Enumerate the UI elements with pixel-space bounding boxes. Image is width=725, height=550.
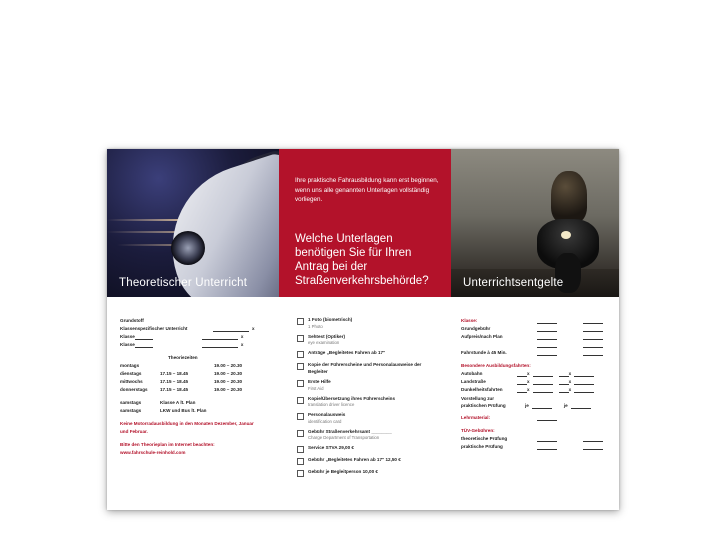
fee-label: theoretische Prüfung xyxy=(461,436,508,441)
blank-line xyxy=(583,436,603,442)
blank-line xyxy=(537,318,557,324)
fee-row xyxy=(461,378,611,386)
times-x: x xyxy=(240,334,244,339)
theory-column xyxy=(120,317,270,457)
blank-line xyxy=(559,387,569,393)
checkbox[interactable] xyxy=(297,458,304,465)
checklist-item[interactable] xyxy=(297,334,447,347)
schedule-day: mittwochs xyxy=(120,379,143,384)
fee-label: Aufpreis/nach Plan xyxy=(461,334,503,339)
blank-line xyxy=(202,342,238,348)
blank-line xyxy=(537,436,557,442)
checklist-label: Gebühr Straßenverkehrsamt ________ xyxy=(308,428,392,434)
exam-row xyxy=(461,395,611,409)
blank-line xyxy=(583,334,603,340)
fees-column xyxy=(461,317,611,451)
documents-checklist xyxy=(297,317,447,481)
blank-line xyxy=(213,326,249,332)
flyer xyxy=(107,149,619,510)
light-streak xyxy=(107,231,177,233)
blank-line xyxy=(533,371,553,377)
checklist-translation: translation driver licence xyxy=(308,402,355,407)
klasse-heading: Klasse: xyxy=(461,318,478,323)
blank-line xyxy=(583,444,603,450)
question-heading: Welche Unterlagen benötigen Sie für Ihren Antrag bei der Straßenverkehrsbehörde? xyxy=(295,233,429,287)
checklist-label: Service STVA 29,00 € xyxy=(308,445,354,450)
klasse-label: Klasse xyxy=(120,342,135,347)
schedule-time: 19.00 – 20.30 xyxy=(214,363,243,368)
schedule-time: 19.00 – 20.30 xyxy=(214,371,243,376)
checklist-label: Sehtest (Optiker) xyxy=(308,333,346,339)
saturday-row xyxy=(120,407,270,415)
fee-row xyxy=(461,325,611,333)
panel-title-fees: Unterrichtsentgelte xyxy=(463,277,564,289)
internet-note: Bitte den Theorieplan im Internet beachten: xyxy=(120,442,215,447)
klasse-row xyxy=(120,341,270,349)
checkbox[interactable] xyxy=(297,446,304,453)
tuev-heading: TÜV-Gebühren: xyxy=(461,428,495,433)
klasse-row xyxy=(120,333,270,341)
schedule-row xyxy=(120,370,270,378)
headlight xyxy=(561,231,571,239)
checklist-item[interactable] xyxy=(297,429,447,442)
schedule-day: montags xyxy=(120,363,140,368)
schedule-day: samstags xyxy=(120,400,142,405)
blank-line xyxy=(202,334,238,340)
schedule-day: donnerstags xyxy=(120,387,148,392)
checkbox[interactable] xyxy=(297,413,304,420)
car-photo-panel xyxy=(107,149,279,297)
checkbox[interactable] xyxy=(297,397,304,404)
blank-line xyxy=(559,379,569,385)
checklist-label: 1 Foto (biometrisch) xyxy=(308,317,353,322)
klassenspez-label: Klassenspezifischer Unterricht xyxy=(120,326,188,331)
fee-row-klasse xyxy=(461,317,611,325)
fee-row xyxy=(461,386,611,394)
blank-line xyxy=(517,371,527,377)
fee-label: Landstraße xyxy=(461,379,486,384)
checkbox[interactable] xyxy=(297,318,304,325)
checklist-item[interactable] xyxy=(297,457,447,465)
checklist-translation: eye examination xyxy=(308,340,340,345)
checklist-label: Kopie der Führerscheine und Personalausweise der Begleiter xyxy=(308,362,422,374)
checklist-label: Personalausweis xyxy=(308,412,346,417)
checklist-item[interactable] xyxy=(297,396,447,409)
checklist-translation: 1 Photo xyxy=(308,323,323,329)
schedule-row xyxy=(120,362,270,370)
checkbox[interactable] xyxy=(297,351,304,358)
saturday-class: Klasse A lt. Plan xyxy=(160,400,196,405)
fee-row xyxy=(461,443,611,451)
schedule-day: samstags xyxy=(120,408,142,413)
checklist-item[interactable] xyxy=(297,379,447,392)
checklist-item[interactable] xyxy=(297,350,447,358)
schedule-time: 17.15 – 18.45 xyxy=(160,371,189,376)
blank-line xyxy=(571,403,591,409)
fee-label: Grundgebühr xyxy=(461,326,491,331)
klasse-label: Klasse xyxy=(120,334,135,339)
checklist-label: Gebühr „Begleitetes Fahren ab 17" 12,50 € xyxy=(308,457,401,462)
checklist-translation: Charge Department of Transportation xyxy=(308,435,380,440)
checklist-item[interactable] xyxy=(297,317,447,330)
schedule-time: 17.15 – 18.45 xyxy=(160,387,189,392)
times-x: x xyxy=(252,326,255,331)
je-label: je xyxy=(525,403,529,408)
schedule-day: dienstags xyxy=(120,371,142,376)
fee-row-empty xyxy=(461,341,611,349)
blank-line xyxy=(517,387,527,393)
times-x: x xyxy=(527,387,530,392)
blank-line xyxy=(533,379,553,385)
checklist-item[interactable] xyxy=(297,469,447,477)
schedule-time: 19.00 – 20.30 xyxy=(214,387,243,392)
times-x: x xyxy=(568,371,572,376)
checkbox[interactable] xyxy=(297,430,304,437)
blank-line xyxy=(537,326,557,332)
lehrmaterial-heading: Lehrmaterial: xyxy=(461,415,491,420)
times-x: x xyxy=(527,371,530,376)
checklist-item[interactable] xyxy=(297,362,447,375)
blank-line xyxy=(583,350,603,356)
schedule-time: 17.15 – 18.45 xyxy=(160,379,189,384)
saturday-row xyxy=(120,399,270,407)
blank-line xyxy=(537,334,557,340)
special-drives-heading: Besondere Ausbildungsfahrten: xyxy=(461,363,531,368)
blank-line xyxy=(537,350,557,356)
checkbox[interactable] xyxy=(297,380,304,387)
fee-row xyxy=(461,435,611,443)
car-wheel xyxy=(171,231,205,265)
schedule-row xyxy=(120,386,270,394)
times-x: x xyxy=(568,379,572,384)
checklist-label: Gebühr je Begleitperson 10,00 € xyxy=(308,469,378,474)
saturday-class: LKW und Bus lt. Plan xyxy=(160,408,207,413)
blank-line xyxy=(135,342,153,348)
light-streak xyxy=(117,244,177,246)
times-x: x xyxy=(240,342,244,347)
website-link[interactable]: www.fahrschule-reinhold.com xyxy=(120,450,186,455)
checklist-translation: identification card xyxy=(308,418,342,424)
checklist-label: Kopie/Übersetzung ihres Führerscheins xyxy=(308,395,396,401)
red-info-panel xyxy=(279,149,451,297)
checkbox[interactable] xyxy=(297,335,304,342)
blank-line xyxy=(537,415,557,421)
blank-line xyxy=(517,379,527,385)
grundstoff-label: Grundstoff xyxy=(120,318,144,323)
fee-row-lehrmaterial xyxy=(461,414,611,422)
blank-line xyxy=(533,387,553,393)
checklist-item[interactable] xyxy=(297,412,447,425)
blank-line xyxy=(537,444,557,450)
checklist-label: Erste Hilfe xyxy=(308,379,331,384)
rider xyxy=(551,171,587,223)
theoriezeiten-heading: Theoriezeiten xyxy=(168,355,198,360)
blank-line xyxy=(574,379,594,385)
checklist-item[interactable] xyxy=(297,445,447,453)
blank-line xyxy=(574,387,594,393)
fee-label: Autobahn xyxy=(461,371,483,376)
schedule-time: 19.00 – 20.30 xyxy=(214,379,243,384)
checklist-translation: First Aid xyxy=(308,385,324,391)
blank-line xyxy=(537,342,557,348)
fee-label: Vorstellung zur xyxy=(461,396,495,401)
checklist-label: Anträge „Begleitetes Fahren ab 17" xyxy=(308,350,386,355)
blank-line xyxy=(135,334,153,340)
car-body xyxy=(151,151,279,297)
klassenspez-row xyxy=(120,325,270,333)
blank-line xyxy=(583,318,603,324)
blank-line xyxy=(583,326,603,332)
fee-row xyxy=(461,349,611,357)
fee-label: praktische Prüfung xyxy=(461,444,503,449)
winter-note: Keine Motorradausbildung in den Monaten Dezember, Januar und Februar. xyxy=(120,421,254,434)
fee-label: Fahrstunde à 45 Min. xyxy=(461,350,507,355)
blank-line xyxy=(559,371,569,377)
schedule-row xyxy=(120,378,270,386)
panel-title-theory: Theoretischer Unterricht xyxy=(119,277,248,289)
times-x: x xyxy=(527,379,530,384)
checkbox[interactable] xyxy=(297,470,304,477)
fee-row xyxy=(461,333,611,341)
blank-line xyxy=(583,342,603,348)
fee-label: Dunkelheitsfahrten xyxy=(461,387,503,392)
checkbox[interactable] xyxy=(297,363,304,370)
motorcycle-photo-panel xyxy=(451,149,619,297)
fee-label: praktischen Prüfung xyxy=(461,403,506,408)
je-label: je xyxy=(563,403,568,408)
times-x: x xyxy=(568,387,572,392)
fee-row xyxy=(461,370,611,378)
blank-line xyxy=(574,371,594,377)
blank-line xyxy=(532,403,552,409)
intro-text: Ihre praktische Fahrausbildung kann erst beginnen, wenn uns alle genannten Unterlagen vollständig vorliegen. xyxy=(295,177,439,203)
